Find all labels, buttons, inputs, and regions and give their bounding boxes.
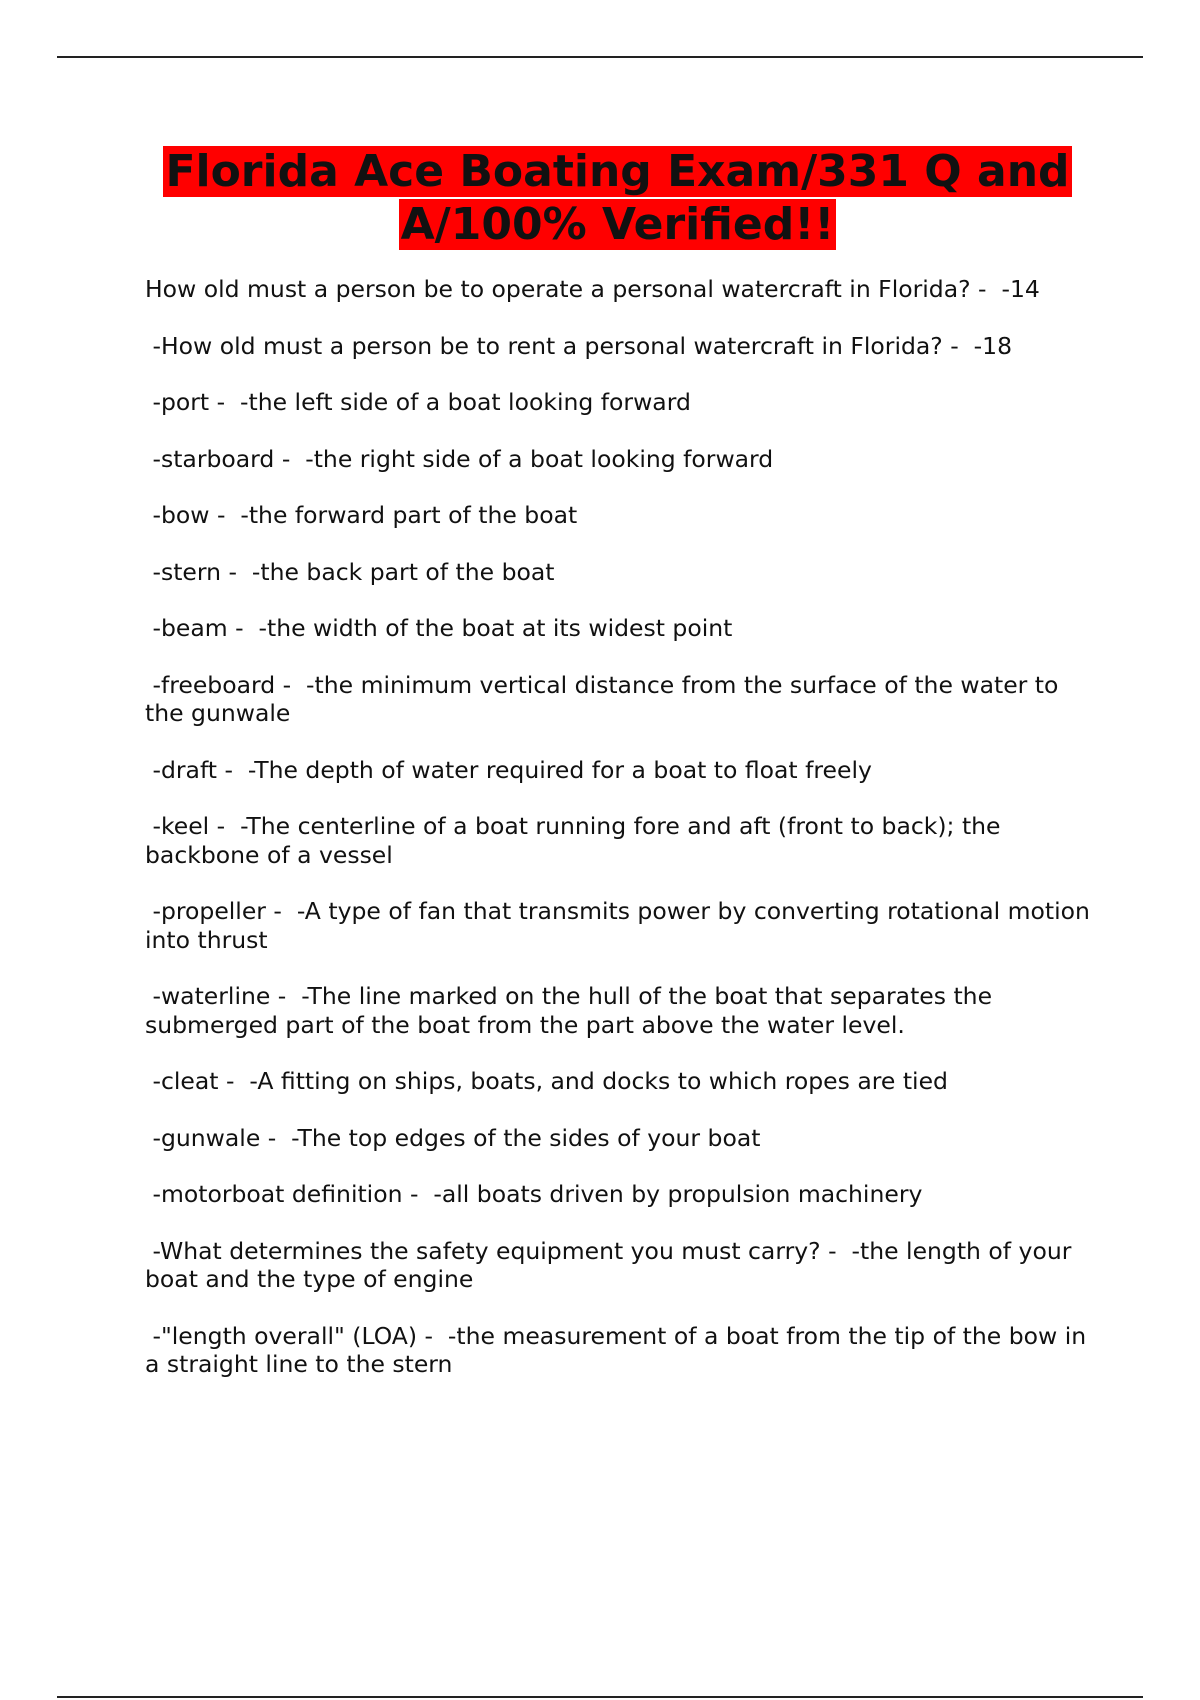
qa-item: -beam - -the width of the boat at its widest point: [145, 614, 733, 642]
qa-item: How old must a person be to operate a personal watercraft in Florida? - -14: [145, 275, 1040, 303]
qa-item: -starboard - -the right side of a boat looking forward: [145, 444, 774, 473]
title-line-2: A/100% Verified!!: [400, 199, 835, 250]
qa-item: -propeller - -A type of fan that transmits power by converting rotational motion into thrust: [145, 897, 1098, 954]
qa-list: [145, 275, 1100, 1407]
title-line-1: Florida Ace Boating Exam/331 Q and: [165, 146, 1070, 197]
qa-item: -bow - -the forward part of the boat: [145, 501, 578, 529]
qa-item: -How old must a person be to rent a personal watercraft in Florida? - -18: [145, 331, 1013, 360]
document-title: [145, 145, 1090, 251]
qa-item: -freeboard - -the minimum vertical distance from the surface of the water to the gunwale: [145, 670, 1066, 727]
qa-item: -waterline - -The line marked on the hull of the boat that separates the submerged part of the boat from the part above the water level.: [145, 982, 1000, 1039]
header-rule: [57, 56, 1143, 58]
qa-item: -cleat - -A fitting on ships, boats, and docks to which ropes are tied: [145, 1067, 948, 1095]
qa-item: -gunwale - -The top edges of the sides of your boat: [145, 1123, 761, 1152]
qa-item: -What determines the safety equipment you must carry? - -the length of your boat and the type of engine: [145, 1236, 1079, 1293]
qa-item: -motorboat definition - -all boats driven by propulsion machinery: [145, 1180, 923, 1208]
footer-rule: [57, 1696, 1143, 1698]
qa-item: -"length overall" (LOA) - -the measurement of a boat from the tip of the bow in a straight line to the stern: [145, 1321, 1094, 1378]
qa-item: -draft - -The depth of water required for a boat to float freely: [145, 755, 872, 784]
qa-item: -stern - -the back part of the boat: [145, 557, 555, 586]
qa-item: -keel - -The centerline of a boat running fore and aft (front to back); the backbone of a vessel: [145, 812, 1008, 869]
qa-item: -port - -the left side of a boat looking forward: [145, 388, 691, 416]
